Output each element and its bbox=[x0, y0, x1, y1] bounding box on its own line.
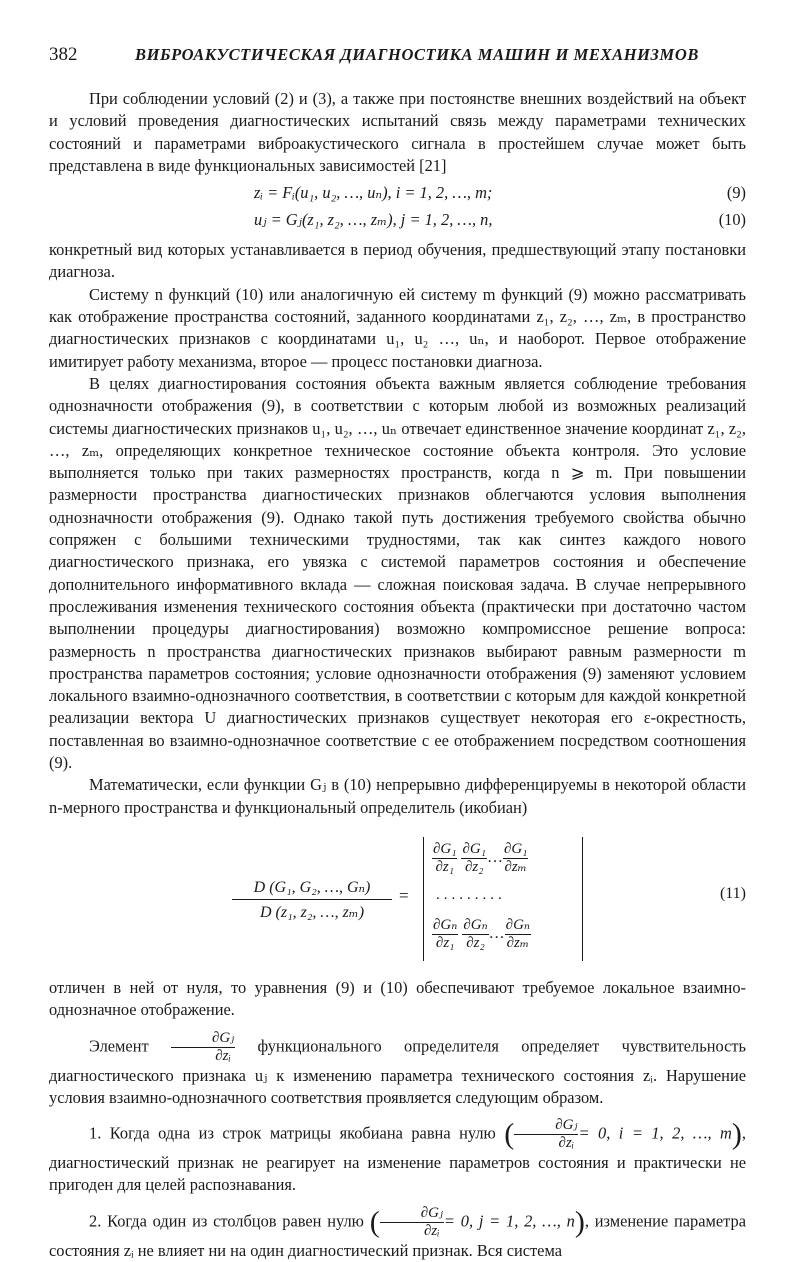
determinant-row-first bbox=[432, 841, 528, 876]
partial-fraction: $\frac{\text{∂G₁}}{\text{∂z₂}}$ bbox=[462, 840, 486, 875]
column-zero-fraction: $\frac{\text{∂Gⱼ}}{\text{∂zᵢ}}$ bbox=[380, 1205, 444, 1240]
paragraph-4: В целях диагностирования состояния объекта важным является соблюдение требования однозначности отображения (9), в соответствии с которым любой из возможных реализаций системы диагностических признаков u₁, u₂, …, uₙ отвечает единственное значение координат z₁, z₂, …, zₘ, определяющих конкретное техническое состояние объекта контроля. Это условие выполняется только при таких размерностях пространств, когда n ⩾ m. При повышении размерности пространства диагностических признаков облегчаются условия выполнения однозначности отображения (9). Однако такой путь достижения требуемого свойства обычно сопряжен с большими техническими трудностями, так как синтез каждого нового диагностического признака, его увязка с системой параметров состояния и обеспечение дополнительного информативного вклада — сложная поисковая задача. В случае непрерывного прослеживания изменения технического состояния объекта (практически при достаточно частом выполнении процедуры диагностирования) возможно компромиссное решение вопроса: размерность n пространства диагностических признаков выбирают равным размерности m пространства параметров состояния; условие однозначности отображения (9) заменяют условием локального взаимно-однозначного соответствия, в соответствии с которым для каждой конкретной реализации вектора U диагностических признаков существует некоторая его ε-окрестность, поставленная во взаимно-однозначное соответствие с ее отображением посредством соотношения (9). bbox=[49, 373, 746, 773]
equation-11 bbox=[49, 837, 746, 967]
determinant-dots: ......... bbox=[436, 886, 506, 903]
paragraph-7-text: функционального определителя определяет чувствительность диагностического признака uⱼ к изменению параметра технического состояния zᵢ. Нарушение условия взаимно-однозначного соответствия проявляется следующим образом. bbox=[49, 1035, 747, 1107]
partial-fraction: $\frac{\text{∂Gₙ}}{\text{∂z₁}}$ bbox=[433, 916, 458, 951]
sensitivity-fraction: $\frac{\text{∂Gⱼ}}{\text{∂zᵢ}}$ bbox=[171, 1030, 235, 1065]
ellipsis: … bbox=[488, 925, 505, 943]
paragraph-3: Систему n функций (10) или аналогичную ей систему m функций (9) можно рассматривать как отображение пространства состояний, заданного координатами z₁, z₂, …, zₘ, в пространство диагностических признаков с координатами u₁, u₂ …, uₙ, и наоборот. Первое отображение имитирует работу механизма, второе — процесс постановки диагноза. bbox=[49, 284, 746, 371]
list-item-1: 1. Когда одна из строк матрицы якобиана равна нулю ( $\frac{\text{∂Gⱼ}}{\text{∂zᵢ}}$ = 0, i = 1, 2, …, m), диагностический признак не реагирует на изменение параметров состояния и практически не пригоден для целей распознавания. bbox=[49, 1117, 746, 1195]
equation-11-number: (11) bbox=[719, 884, 746, 902]
list-item-2-lead: 2. Когда один из столбцов равен нулю bbox=[89, 1210, 364, 1230]
jacobian-denominator: D (z₁, z₂, …, zₘ) bbox=[259, 903, 365, 921]
list-item-2: 2. Когда один из столбцов равен нулю ( $\frac{\text{∂Gⱼ}}{\text{∂zᵢ}}$ = 0, j = 1, 2, …, n), изменение параметра состояния zᵢ не влияет ни на один диагностический признак. Вся система bbox=[49, 1204, 747, 1260]
paragraph-7-lead: Элемент bbox=[89, 1035, 149, 1055]
ellipsis: … bbox=[486, 849, 503, 867]
paragraph-6: отличен в ней от нуля, то уравнения (9) и (10) обеспечивают требуемое локальное взаимно-однозначное отображение. bbox=[49, 977, 746, 1020]
list-item-1-text: диагностический признак не реагирует на изменение параметров состояния и практически не пригоден для целей распознавания. bbox=[49, 1153, 746, 1195]
equation-9 bbox=[49, 183, 746, 206]
jacobian-notation bbox=[232, 877, 392, 922]
page-number: 382 bbox=[49, 44, 78, 65]
paragraph-7 bbox=[49, 1030, 746, 1110]
list-item-1-lead: 1. Когда одна из строк матрицы якобиана равна нулю bbox=[89, 1123, 496, 1143]
running-title: ВИБРОАКУСТИЧЕСКАЯ ДИАГНОСТИКА МАШИН И МЕХАНИЗМОВ bbox=[135, 45, 699, 64]
paragraph-1: При соблюдении условий (2) и (3), а также при постоянстве внешних воздействий на объект и условий проведения диагностических испытаний связь между параметрами технических состояний и параметрами виброакустического сигнала в простейшем случае может быть представлена в виде функциональных зависимостей [21] bbox=[49, 89, 746, 175]
row-zero-condition: = 0, i = 1, 2, …, m bbox=[578, 1123, 732, 1143]
partial-fraction: $\frac{\text{∂Gₙ}}{\text{∂zₘ}}$ bbox=[505, 916, 530, 951]
partial-fraction: $\frac{\text{∂Gₙ}}{\text{∂z₂}}$ bbox=[463, 916, 488, 951]
paragraph-2: конкретный вид которых устанавливается в период обучения, предшествующий этапу постановки диагноза. bbox=[49, 240, 746, 282]
partial-fraction: $\frac{\text{∂G₁}}{\text{∂z₁}}$ bbox=[433, 840, 457, 875]
equation-9-number: (9) bbox=[726, 183, 746, 203]
determinant bbox=[423, 837, 583, 961]
list-item-2-text: изменение параметра состояния zᵢ не влияет ни на один диагностический признак. Вся система bbox=[49, 1210, 747, 1260]
page-body bbox=[49, 88, 746, 1262]
equation-10-formula: uⱼ = Gⱼ(z₁, z₂, …, zₘ), j = 1, 2, …, n, bbox=[254, 210, 493, 230]
equation-10 bbox=[49, 210, 746, 233]
partial-fraction: $\frac{\text{∂G₁}}{\text{∂zₘ}}$ bbox=[503, 840, 528, 875]
equation-9-formula: zᵢ = Fᵢ(u₁, u₂, …, uₙ), i = 1, 2, …, m; bbox=[254, 183, 493, 203]
column-zero-condition: = 0, j = 1, 2, …, n bbox=[443, 1210, 575, 1230]
paragraph-5: Математически, если функции Gⱼ в (10) непрерывно дифференцируемы в некоторой области n-мерного пространства и функциональный определитель (икобиан) bbox=[49, 775, 746, 817]
equation-10-number: (10) bbox=[718, 210, 746, 230]
determinant-row-last bbox=[432, 917, 531, 952]
equals-sign: = bbox=[399, 885, 409, 905]
jacobian-numerator: D (G₁, G₂, …, Gₙ) bbox=[232, 877, 392, 900]
row-zero-fraction: $\frac{\text{∂Gⱼ}}{\text{∂zᵢ}}$ bbox=[514, 1117, 578, 1152]
